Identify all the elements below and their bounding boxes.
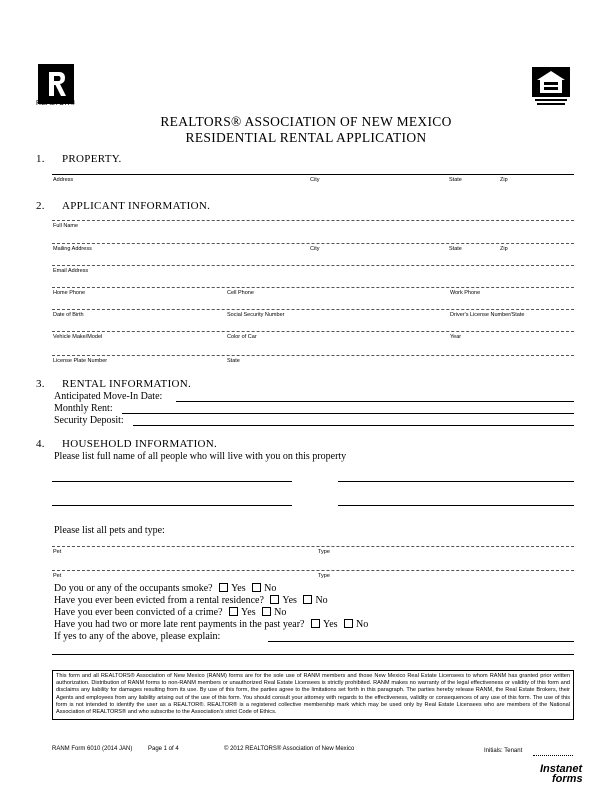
late-rent-yes-checkbox[interactable] — [311, 619, 320, 628]
mailing-zip-label: Zip — [500, 246, 508, 252]
instanet-logo-subtext: forms — [552, 773, 583, 785]
cell-phone-label: Cell Phone — [227, 290, 254, 296]
mailing-address-label: Mailing Address — [53, 246, 92, 252]
smoke-yes-checkbox[interactable] — [219, 583, 228, 592]
mailing-state-label: State — [449, 246, 462, 252]
yes-label: Yes — [282, 595, 297, 606]
occupant-line-3[interactable] — [52, 505, 292, 506]
no-label: No — [274, 607, 287, 618]
mailing-city-label: City — [310, 246, 320, 252]
yes-label: Yes — [231, 583, 246, 594]
section-rental-heading — [36, 378, 191, 390]
yes-label: Yes — [241, 607, 256, 618]
realtor-wordmark: REALTOR® — [36, 100, 76, 107]
year-label: Year — [450, 334, 462, 340]
form-id: RANM Form 6010 (2014 JAN) — [52, 746, 133, 752]
section-property-heading — [36, 153, 122, 165]
pet-label-1: Pet — [53, 549, 62, 555]
full-name-line[interactable] — [52, 220, 574, 221]
type-label-1: Type — [318, 549, 330, 555]
form-title: RESIDENTIAL RENTAL APPLICATION — [185, 130, 427, 145]
section-number: 1. — [36, 153, 45, 165]
late-rent-no-checkbox[interactable] — [344, 619, 353, 628]
yes-label: Yes — [322, 619, 338, 630]
id-line[interactable] — [52, 309, 574, 310]
question-text: Have you ever been convicted of a crime? — [54, 607, 223, 618]
property-zip-label: Zip — [500, 177, 508, 183]
mailing-address-line[interactable] — [52, 243, 574, 244]
section-applicant-heading — [36, 200, 210, 212]
tenant-initials-label: Initials: Tenant — [484, 748, 523, 754]
occupant-line-2[interactable] — [338, 481, 574, 482]
plate-label: License Plate Number — [53, 358, 108, 364]
occupant-line-4[interactable] — [338, 505, 574, 506]
form-title-org: REALTORS® ASSOCIATION OF NEW MEXICO — [160, 114, 452, 129]
pet-label-2: Pet — [53, 573, 62, 579]
convicted-no-checkbox[interactable] — [262, 607, 271, 616]
rent-field[interactable] — [122, 413, 574, 414]
move-in-label: Anticipated Move-In Date: — [54, 391, 163, 402]
pets-prompt: Please list all pets and type: — [54, 525, 165, 536]
no-label: No — [264, 583, 277, 594]
explain-field-1[interactable] — [268, 641, 574, 642]
instanet-logo — [540, 764, 583, 784]
type-label-2: Type — [318, 573, 330, 579]
vehicle-line[interactable] — [52, 331, 574, 332]
property-address-label: Address — [53, 177, 74, 183]
question-text: Have you had two or more late rent payments in the past year? — [54, 619, 305, 630]
question-evicted — [54, 595, 328, 606]
question-smoke — [54, 583, 276, 594]
section-number: 2. — [36, 200, 45, 212]
evicted-no-checkbox[interactable] — [303, 595, 312, 604]
smoke-no-checkbox[interactable] — [252, 583, 261, 592]
explain-field-2[interactable] — [52, 654, 574, 655]
occupants-prompt: Please list full name of all people who will live with you on this property — [54, 451, 347, 462]
section-number: 4. — [36, 438, 45, 450]
realtor-r-icon — [40, 66, 72, 102]
convicted-yes-checkbox[interactable] — [229, 607, 238, 616]
home-phone-label: Home Phone — [53, 290, 86, 296]
license-label: Driver's License Number/State — [450, 312, 525, 318]
question-convicted — [54, 607, 286, 618]
work-phone-label: Work Phone — [450, 290, 481, 296]
vehicle-label: Vehicle Make/Model — [53, 334, 103, 340]
question-text: Do you or any of the occupants smoke? — [54, 583, 213, 594]
page-number: Page 1 of 4 — [148, 746, 179, 752]
question-text: Have you ever been evicted from a rental residence? — [54, 595, 264, 606]
no-label: No — [356, 619, 369, 630]
section-title: HOUSEHOLD INFORMATION. — [62, 438, 218, 450]
plate-state-label: State — [227, 358, 240, 364]
property-address-line[interactable] — [52, 174, 574, 175]
pet-line-2[interactable] — [52, 570, 574, 571]
legal-disclaimer: This form and all REALTORS® Association of New Mexico (RANM) forms are for the sole use of RANM members and those New Mexico Real Estate Licensees to whom RANM has granted prior written authorization. Distribution of RANM forms to non-RANM members or unauthorized Real Estate Licensees is strictly prohibited. RANM makes no warranty of the legal effectiveness or validity of this form and disclaims any liability for damages resulting from its use. By use of this form, the parties agree to the limitations set forth in this paragraph. The parties hereby release RANM, the Real Estate Brokers, their Agents and employees from any liability arising out of the use of this form. You should consult your attorney with regards to the effectiveness, validity or consequences of any use of this form. The use of this form is not intended to identify the user as a REALTOR®. REALTOR® is a registered collective membership mark which may be used only by Real Estate Licensees who are members of the National Association of REALTORS® and who subscribe to the Association's strict Code of Ethics. — [52, 670, 574, 720]
property-state-label: State — [449, 177, 462, 183]
explain-label: If yes to any of the above, please explain: — [54, 631, 221, 642]
section-household-heading — [36, 438, 217, 450]
tenant-initials-field[interactable] — [533, 755, 573, 756]
copyright: © 2012 REALTORS® Association of New Mexico — [224, 746, 355, 752]
email-label: Email Address — [53, 268, 89, 274]
no-label: No — [315, 595, 328, 606]
phone-line[interactable] — [52, 287, 574, 288]
equal-housing-icon — [531, 66, 571, 108]
deposit-label: Security Deposit: — [54, 415, 124, 426]
plate-line[interactable] — [52, 355, 574, 356]
occupant-line-1[interactable] — [52, 481, 292, 482]
full-name-label: Full Name — [53, 223, 79, 229]
pet-line-1[interactable] — [52, 546, 574, 547]
evicted-yes-checkbox[interactable] — [270, 595, 279, 604]
section-number: 3. — [36, 378, 45, 390]
rent-label: Monthly Rent: — [54, 403, 113, 414]
question-late-rent — [54, 619, 368, 630]
section-title: APPLICANT INFORMATION. — [62, 200, 211, 212]
section-title: PROPERTY. — [62, 153, 122, 165]
section-title: RENTAL INFORMATION. — [62, 378, 192, 390]
instanet-logo-text: Instanet — [540, 763, 583, 775]
dob-label: Date of Birth — [53, 312, 84, 318]
email-line[interactable] — [52, 265, 574, 266]
move-in-field[interactable] — [176, 401, 574, 402]
property-city-label: City — [310, 177, 320, 183]
ssn-label: Social Security Number — [227, 312, 285, 318]
deposit-field[interactable] — [133, 425, 574, 426]
car-color-label: Color of Car — [227, 334, 257, 340]
realtor-logo — [38, 64, 74, 104]
